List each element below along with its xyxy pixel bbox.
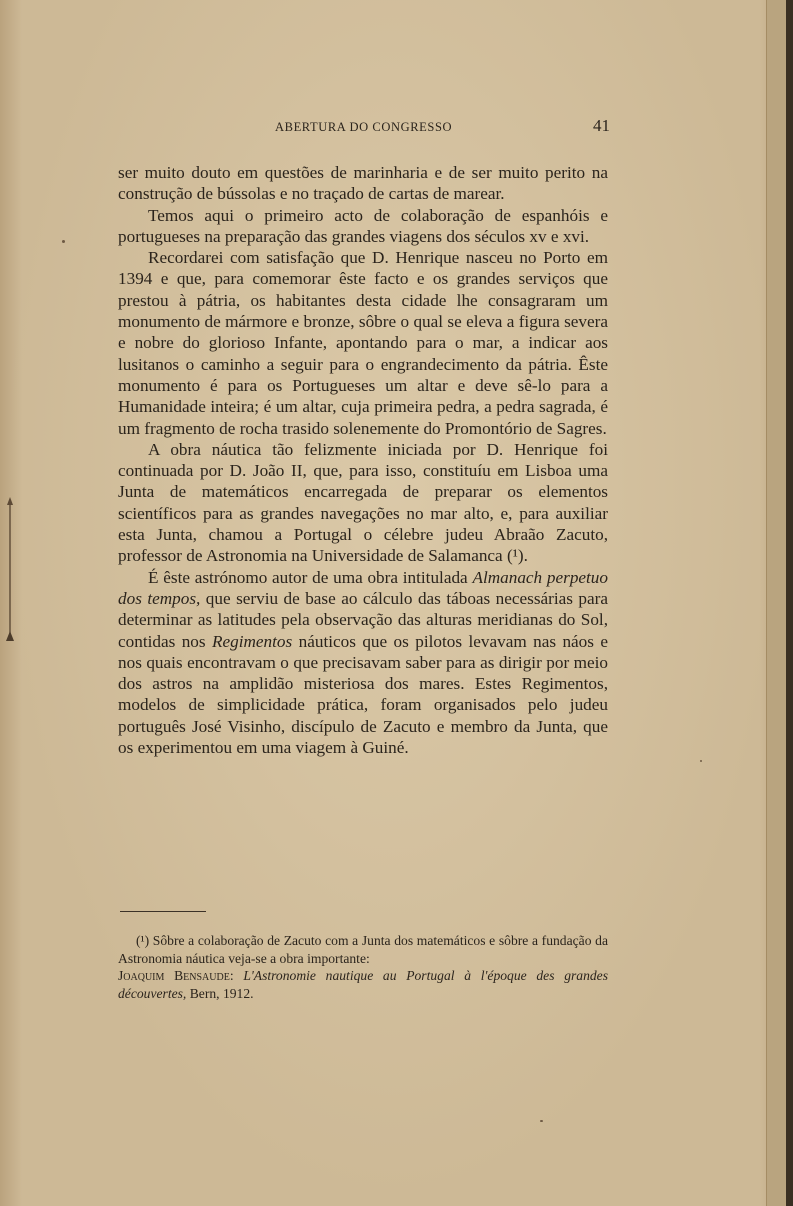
page-edge <box>766 0 786 1206</box>
paragraph-5 <box>118 567 608 759</box>
footnote-author: Joaquim Bensaude <box>118 968 230 983</box>
page-number: 41 <box>593 116 610 135</box>
page-header <box>118 117 610 139</box>
footnote-rule <box>120 911 206 912</box>
paragraph-5-part-c: náuticos que os pilotos levavam nas náos e nos quais encontravam o que precisavam saber para as dirigir por meio dos astros na amplidão misteriosa dos mares. Estes Regimentos, modelos de simplicidade prática, foram organisados pelo judeu português José Visinho, discípulo de Zacuto e membro da Junta, que os experimentou em uma viagem à Guiné. <box>118 631 609 758</box>
footnote-separator: : <box>229 968 234 983</box>
footnote-tail: Bern, 1912. <box>189 985 254 1001</box>
paragraph-1: ser muito douto em questões de marinharia e de ser muito perito na construção de bússolas e no traçado de cartas de marear. <box>118 163 608 204</box>
footnote-title: L'Astronomie nautique au Portugal à l'époque des grandes découvertes, <box>118 968 608 1001</box>
regimentos-word: Regimentos <box>212 631 293 651</box>
paragraph-2: Temos aqui o primeiro acto de colaboração de espanhóis e portugueses na preparação das grandes viagens dos séculos xv e xvi. <box>118 205 608 246</box>
paper-speck <box>540 1120 543 1122</box>
paragraph-5-part-a: É êste astrónomo autor de uma obra intitulada <box>148 567 468 587</box>
paper-speck <box>700 760 702 762</box>
paper-speck <box>62 240 65 243</box>
paragraph-3: Recordarei com satisfação que D. Henrique nasceu no Porto em 1394 e que, para comemorar êste facto e os grandes serviços que prestou à pátria, os habitantes desta cidade lhe consagraram um monumento de mármore e bronze, sôbre o qual se eleva a figura severa e nobre do glorioso Infante, apontando para o mar, a indicar aos lusitanos o caminho a seguir para o engrandecimento da pátria. Êste monumento é para os Portugueses um altar e deve sê-lo para a Humanidade inteira; é um altar, cuja primeira pedra, a pedra sagrada, é um fragmento de rocha trasido solenemente do Promontório de Sagres. <box>118 248 608 438</box>
almanach-title: Almanach perpetuo dos tempos, <box>118 567 608 608</box>
running-head: ABERTURA DO CONGRESSO <box>275 120 453 134</box>
footnote <box>118 932 608 1002</box>
footnote-reference <box>118 967 608 1002</box>
margin-mark <box>4 495 16 645</box>
paragraph-5-part-b: que serviu de base ao cálculo das táboas necessárias para determinar as latitudes pela observação das alturas meridianas do Sol, contidas nos <box>118 588 609 651</box>
body-text <box>118 162 608 758</box>
footnote-text: (¹) Sôbre a colaboração de Zacuto com a Junta dos matemáticos e sôbre a fundação da Astronomia náutica veja-se a obra importante: <box>118 933 608 966</box>
paragraph-4: A obra náutica tão felizmente iniciada por D. Henrique foi continuada por D. João II, que, para isso, constituíu em Lisboa uma Junta de matemáticos encarregada de preparar os elementos scientíficos para as grandes navegações no mar alto, e, para auxiliar esta Junta, chamou a Portugal o célebre judeu Abraão Zacuto, professor de Astronomia na Universidade de Salamanca (¹). <box>118 439 608 566</box>
